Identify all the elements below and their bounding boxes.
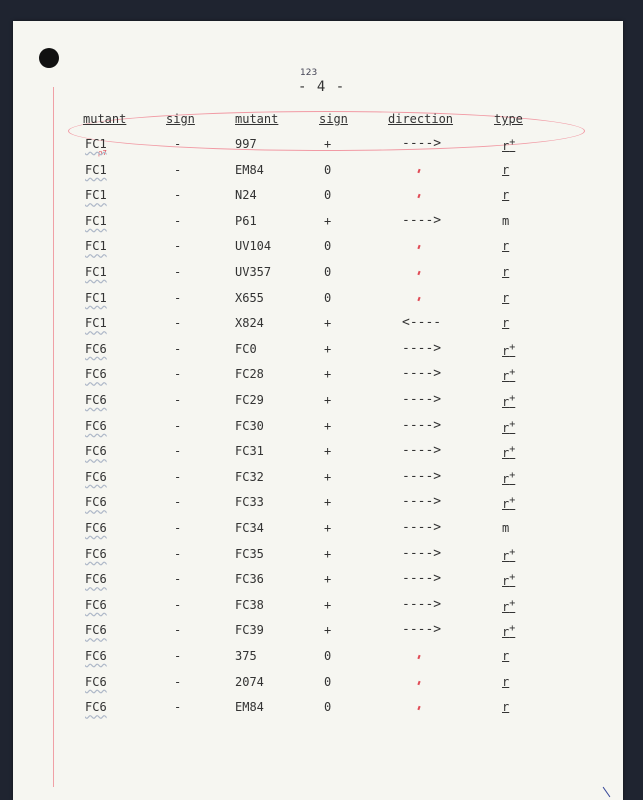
row-sign-1: - xyxy=(174,162,182,177)
row-direction-arrow: <---- xyxy=(402,315,442,331)
row-mutant-2: FC33 xyxy=(235,495,264,510)
row-mutant-1: FC1 xyxy=(85,137,107,151)
row-type: m xyxy=(502,213,510,228)
row-direction-arrow: ----> xyxy=(402,392,442,407)
row-mutant-2: 375 xyxy=(235,649,257,663)
row-mutant-1: FC1 xyxy=(85,265,107,279)
row-mutant-1: FC6 xyxy=(85,521,107,535)
row-type xyxy=(502,367,515,383)
row-direction-arrow: ----> xyxy=(402,443,442,459)
row-mutant-1: FC6 xyxy=(85,546,107,561)
row-sign-2: 0 xyxy=(324,674,332,689)
row-type-value: r xyxy=(502,239,510,254)
header-mutant-1: mutant xyxy=(83,112,127,126)
row-sign-1: - xyxy=(174,444,182,459)
row-mutant-2: FC28 xyxy=(235,367,264,382)
row-direction-arrow: ----> xyxy=(402,340,442,356)
row-sign-1: - xyxy=(174,188,182,203)
row-sign-1: - xyxy=(174,137,182,151)
row-direction-arrow: ----> xyxy=(402,366,442,382)
row-sign-2: 0 xyxy=(324,162,332,177)
row-sign-2: 0 xyxy=(324,239,332,254)
red-tick-mark xyxy=(417,168,420,172)
row-mutant-2: FC0 xyxy=(235,341,257,356)
row-sign-2: 0 xyxy=(324,265,332,279)
row-type-value: r+ xyxy=(502,469,516,486)
row-sign-1: - xyxy=(174,495,182,510)
row-sign-1: - xyxy=(174,393,182,407)
row-mutant-1: FC6 xyxy=(85,700,107,715)
row-sign-2: + xyxy=(324,341,332,356)
row-mutant-2: FC34 xyxy=(235,521,264,535)
row-type xyxy=(502,419,515,435)
row-sign-2: 0 xyxy=(324,188,332,203)
row-direction-arrow: ----> xyxy=(402,136,442,151)
row-type-value: r+ xyxy=(502,623,516,640)
row-type-value: r xyxy=(502,162,510,177)
row-type-value: r+ xyxy=(502,444,516,461)
row-sign-1: - xyxy=(174,213,182,228)
row-type-value: r+ xyxy=(502,418,516,435)
red-tick-mark xyxy=(417,655,420,659)
row-type xyxy=(502,444,515,460)
row-sign-2: 0 xyxy=(324,290,332,305)
row-sign-2: + xyxy=(324,316,332,331)
row-type xyxy=(502,137,515,153)
row-mutant-2: UV104 xyxy=(235,239,272,254)
header-sign-1: sign xyxy=(166,112,195,126)
row-mutant-1: FC6 xyxy=(85,623,107,638)
row-mutant-2: 2074 xyxy=(235,674,264,689)
row-sign-1: - xyxy=(174,623,182,638)
row-mutant-1: FC6 xyxy=(85,649,107,663)
row-type-value: r xyxy=(502,188,510,203)
row-sign-2: + xyxy=(324,213,332,228)
row-type xyxy=(502,495,515,511)
row-mutant-1: FC1 xyxy=(85,239,107,254)
row-sign-1: - xyxy=(174,700,182,715)
red-tick-mark xyxy=(417,194,420,198)
row-sign-1: - xyxy=(174,316,182,331)
row-sign-2: + xyxy=(324,521,332,535)
red-tick-mark xyxy=(417,680,420,684)
row-mutant-2: P61 xyxy=(235,213,257,228)
row-type xyxy=(502,572,515,588)
row-direction-arrow: ----> xyxy=(402,622,442,638)
row-mutant-1: FC1 xyxy=(85,316,107,331)
row-type-value: r xyxy=(502,265,510,279)
row-sign-2: + xyxy=(324,137,332,151)
row-mutant-1: FC1 xyxy=(85,162,107,177)
row-sign-2: + xyxy=(324,418,332,433)
row-type-value: r xyxy=(502,700,510,715)
row-type xyxy=(502,188,509,202)
row-type xyxy=(502,316,509,330)
row-sign-1: - xyxy=(174,649,182,663)
row-type xyxy=(502,700,509,714)
row-sign-1: - xyxy=(174,597,182,612)
row-type xyxy=(502,547,515,563)
red-tick-mark xyxy=(417,706,420,710)
row-type-value: r+ xyxy=(502,137,516,153)
row-sign-2: + xyxy=(324,495,332,510)
row-mutant-2: EM84 xyxy=(235,162,264,177)
row-type xyxy=(502,623,515,639)
row-type-value: r+ xyxy=(502,341,516,358)
row-sign-1: - xyxy=(174,265,182,279)
row-type xyxy=(502,265,509,279)
row-type: m xyxy=(502,521,510,535)
row-sign-1: - xyxy=(174,367,182,382)
row-sign-1: - xyxy=(174,290,182,305)
page-number: - 4 - xyxy=(298,79,346,95)
handwritten-mark: ρ7 xyxy=(98,149,107,157)
row-sign-1: - xyxy=(174,469,182,484)
row-sign-2: + xyxy=(324,623,332,638)
row-mutant-2: FC29 xyxy=(235,393,264,407)
row-type-value: r+ xyxy=(502,546,516,563)
row-direction-arrow: ----> xyxy=(402,596,442,612)
row-mutant-2: FC30 xyxy=(235,418,264,433)
row-mutant-1: FC1 xyxy=(85,188,107,203)
row-mutant-2: FC35 xyxy=(235,546,264,561)
row-sign-2: + xyxy=(324,444,332,459)
row-mutant-1: FC6 xyxy=(85,367,107,382)
row-mutant-1: FC6 xyxy=(85,674,107,689)
row-sign-2: + xyxy=(324,393,332,407)
row-type xyxy=(502,598,515,614)
header-type: type xyxy=(494,112,523,126)
row-type xyxy=(502,291,509,305)
row-sign-1: - xyxy=(174,341,182,356)
header-direction: direction xyxy=(388,112,454,126)
row-mutant-2: FC38 xyxy=(235,597,264,612)
row-type xyxy=(502,470,515,486)
row-sign-1: - xyxy=(174,572,182,587)
row-mutant-2: X824 xyxy=(235,316,264,331)
row-sign-2: 0 xyxy=(324,700,332,715)
row-mutant-1: FC1 xyxy=(85,290,107,305)
row-sign-1: - xyxy=(174,418,182,433)
row-mutant-1: FC6 xyxy=(85,469,107,484)
row-type xyxy=(502,393,515,409)
row-mutant-2: FC36 xyxy=(235,572,264,587)
row-mutant-2: FC32 xyxy=(235,469,264,484)
row-sign-1: - xyxy=(174,674,182,689)
row-mutant-1: FC6 xyxy=(85,597,107,612)
header-mutant-2: mutant xyxy=(235,112,279,126)
row-mutant-2: UV357 xyxy=(235,265,272,279)
row-mutant-2: FC31 xyxy=(235,444,264,459)
row-type xyxy=(502,239,509,253)
row-sign-2: + xyxy=(324,546,332,561)
row-mutant-1: FC6 xyxy=(85,341,107,356)
row-type xyxy=(502,342,515,358)
row-type-value: r+ xyxy=(502,597,516,614)
row-type xyxy=(502,163,509,177)
row-mutant-1: FC6 xyxy=(85,495,107,510)
row-mutant-2: 997 xyxy=(235,137,257,151)
row-sign-2: + xyxy=(324,367,332,382)
row-sign-1: - xyxy=(174,521,182,535)
handwritten-page-number: 123 xyxy=(300,68,318,78)
row-type-value: r+ xyxy=(502,393,516,409)
row-type-value: r+ xyxy=(502,572,516,589)
row-direction-arrow: ----> xyxy=(402,520,442,535)
row-type-value: r+ xyxy=(502,367,516,384)
row-direction-arrow: ----> xyxy=(402,494,442,510)
row-mutant-2: FC39 xyxy=(235,623,264,638)
red-tick-mark xyxy=(417,245,420,249)
row-mutant-2: X655 xyxy=(235,290,264,305)
header-sign-2: sign xyxy=(319,112,348,126)
row-mutant-1: FC6 xyxy=(85,444,107,459)
red-tick-mark xyxy=(417,296,420,300)
row-sign-1: - xyxy=(174,546,182,561)
row-type-value: r xyxy=(502,316,510,331)
row-sign-2: + xyxy=(324,597,332,612)
punch-hole xyxy=(39,48,59,68)
row-mutant-1: FC1 xyxy=(85,213,107,228)
row-type-value: r xyxy=(502,674,510,689)
row-mutant-2: N24 xyxy=(235,188,257,203)
row-type-value: r xyxy=(502,290,510,305)
row-type-value: r+ xyxy=(502,495,516,512)
document-page xyxy=(13,21,623,800)
row-mutant-1: FC6 xyxy=(85,393,107,407)
row-sign-2: 0 xyxy=(324,649,332,663)
row-direction-arrow: ----> xyxy=(402,212,442,228)
row-direction-arrow: ----> xyxy=(402,468,442,484)
corner-mark xyxy=(603,787,611,797)
row-mutant-1: FC6 xyxy=(85,572,107,587)
row-direction-arrow: ----> xyxy=(402,545,442,561)
row-type-value: r xyxy=(502,649,510,663)
row-direction-arrow: ----> xyxy=(402,571,442,587)
margin-line xyxy=(53,87,54,787)
row-mutant-2: EM84 xyxy=(235,700,264,715)
row-mutant-1: FC6 xyxy=(85,418,107,433)
row-type xyxy=(502,675,509,689)
row-type xyxy=(502,649,509,663)
row-sign-2: + xyxy=(324,572,332,587)
row-sign-2: + xyxy=(324,469,332,484)
red-tick-mark xyxy=(417,271,420,275)
row-sign-1: - xyxy=(174,239,182,254)
row-direction-arrow: ----> xyxy=(402,417,442,433)
